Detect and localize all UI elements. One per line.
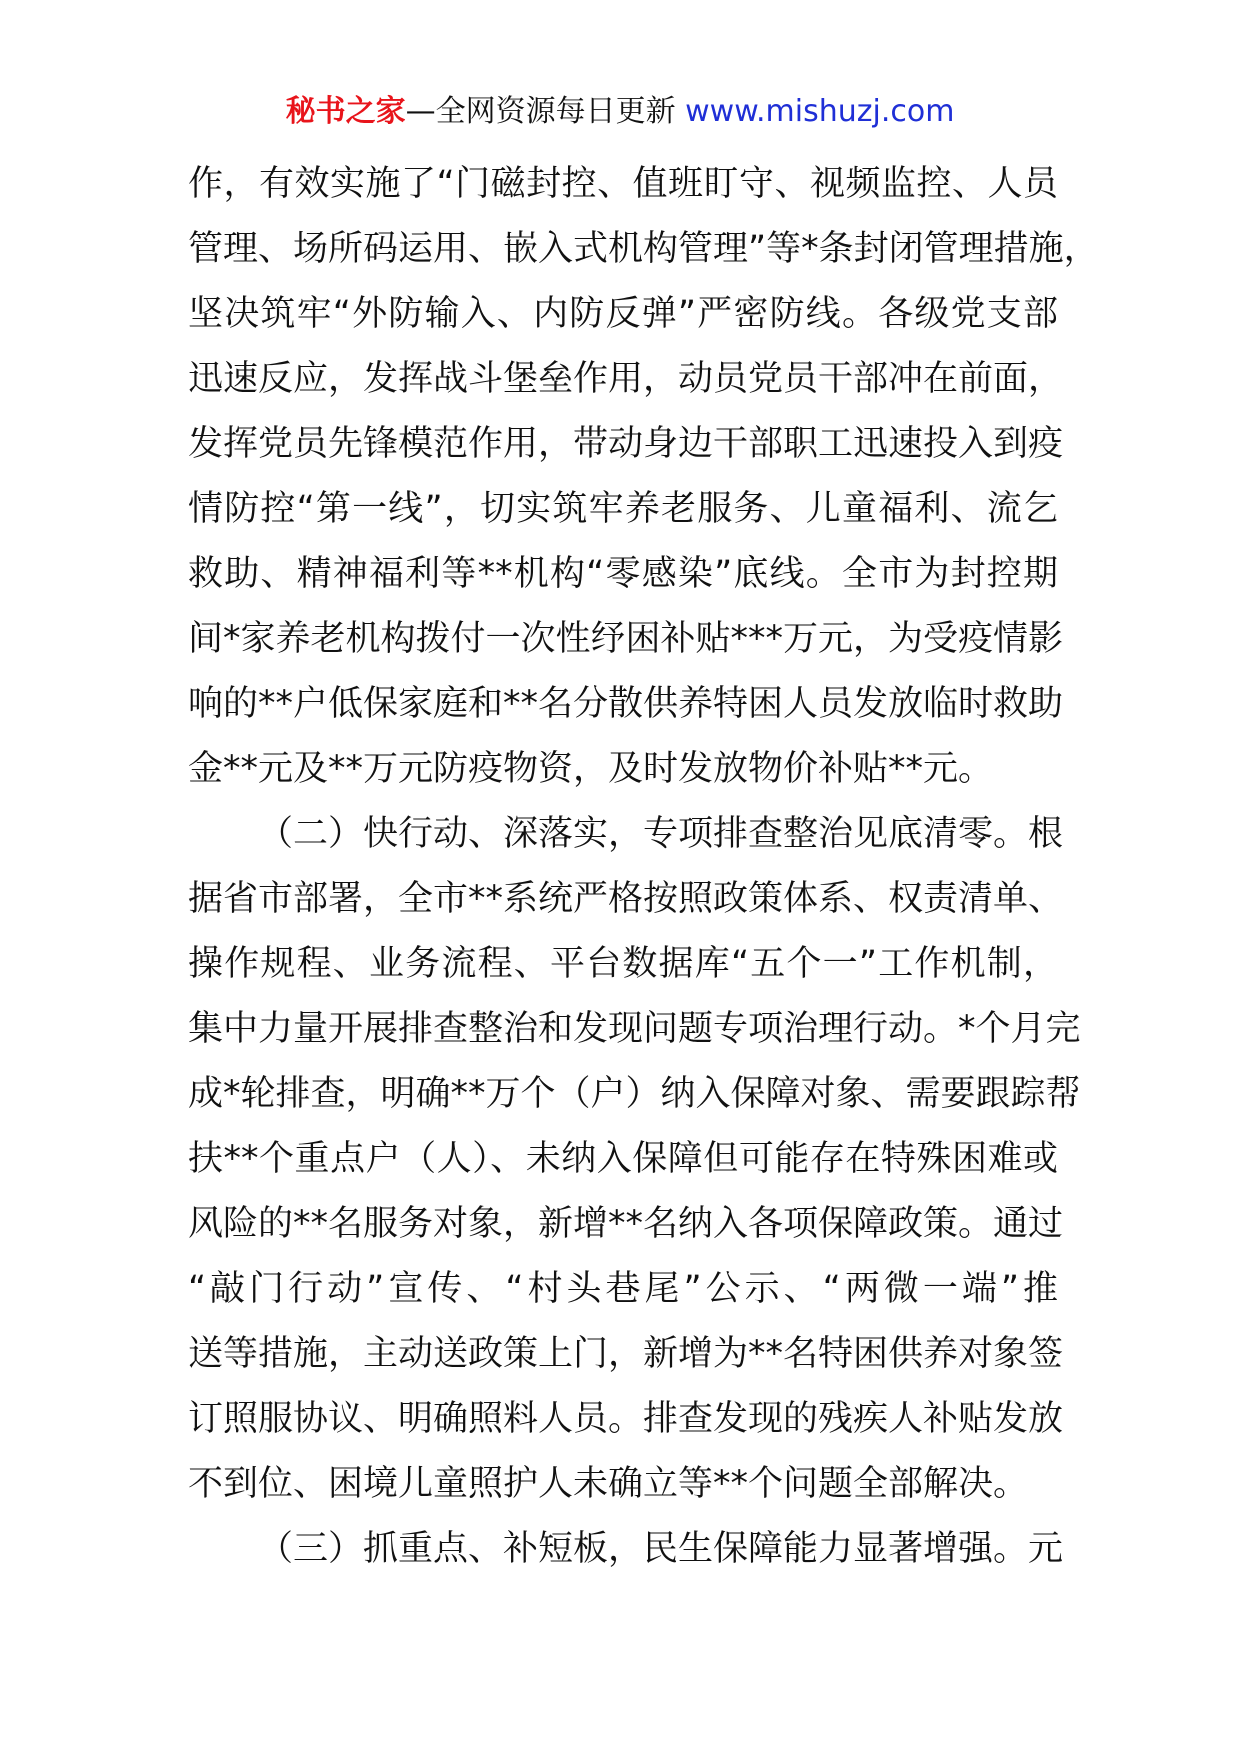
site-url-link[interactable]: www.mishuzj.com (685, 94, 955, 129)
text-line: 响的**户低保家庭和**名分散供养特困人员发放临时救助 (188, 684, 1064, 724)
text-line: “敲门行动”宣传、“村头巷尾”公示、“两微一端”推 (188, 1269, 1058, 1309)
site-header (0, 92, 1240, 132)
text-line: 扶**个重点户（人）、未纳入保障但可能存在特殊困难或 (188, 1139, 1058, 1179)
section-heading-line: （三）抓重点、补短板，民生保障能力显著增强。元 (258, 1529, 1064, 1569)
text-line: 不到位、困境儿童照护人未确立等**个问题全部解决。 (188, 1464, 1029, 1504)
text-line: 订照服协议、明确照料人员。排查发现的残疾人补贴发放 (188, 1399, 1064, 1439)
text-line: 管理、场所码运用、嵌入式机构管理”等*条封闭管理措施， (188, 229, 1099, 269)
site-brand: 秘书之家 (285, 94, 406, 129)
text-line: 间*家养老机构拨付一次性纾困补贴***万元，为受疫情影 (188, 619, 1064, 659)
document-body (188, 152, 1099, 1582)
text-line: 集中力量开展排查整治和发现问题专项治理行动。*个月完 (188, 1009, 1081, 1049)
text-line: 据省市部署，全市**系统严格按照政策体系、权责清单、 (188, 879, 1064, 919)
text-line: 发挥党员先锋模范作用，带动身边干部职工迅速投入到疫 (188, 424, 1064, 464)
section-heading-line: （二）快行动、深落实，专项排查整治见底清零。根 (258, 814, 1064, 854)
text-line: 坚决筑牢“外防输入、内防反弹”严密防线。各级党支部 (188, 294, 1058, 334)
text-line: 金**元及**万元防疫物资，及时发放物价补贴**元。 (188, 749, 994, 789)
text-line: 操作规程、业务流程、平台数据库“五个一”工作机制， (188, 944, 1058, 984)
text-line: 风险的**名服务对象，新增**名纳入各项保障政策。通过 (188, 1204, 1064, 1244)
text-line: 送等措施，主动送政策上门，新增为**名特困供养对象签 (188, 1334, 1064, 1374)
site-tagline: —全网资源每日更新 (405, 94, 676, 129)
text-line: 救助、精神福利等**机构“零感染”底线。全市为封控期 (188, 554, 1058, 594)
text-line: 迅速反应，发挥战斗堡垒作用，动员党员干部冲在前面， (188, 359, 1064, 399)
text-line: 成*轮排查，明确**万个（户）纳入保障对象、需要跟踪帮 (188, 1074, 1081, 1114)
text-line: 情防控“第一线”，切实筑牢养老服务、儿童福利、流乞 (188, 489, 1058, 529)
text-line: 作，有效实施了“门磁封控、值班盯守、视频监控、人员 (188, 164, 1058, 204)
